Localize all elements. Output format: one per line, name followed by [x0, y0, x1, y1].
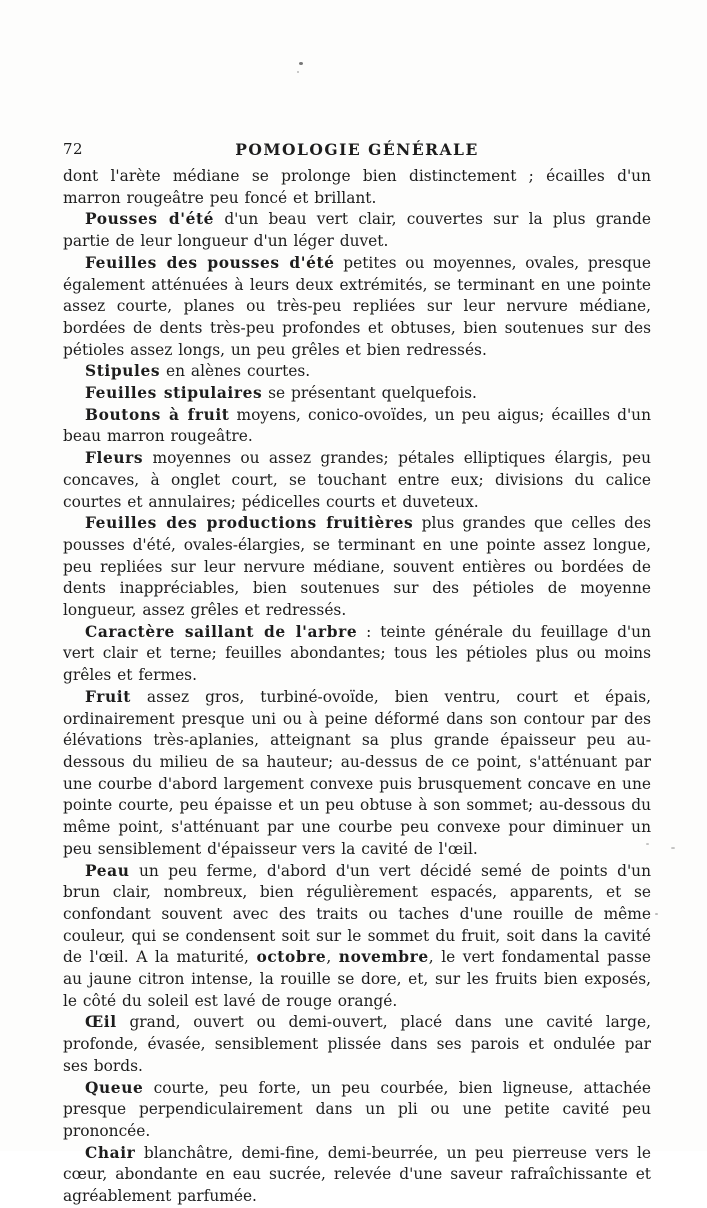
paragraph-8 — [63, 513, 651, 622]
bold-term: Caractère saillant de l'arbre — [85, 622, 358, 641]
scan-speck — [297, 71, 299, 73]
bold-term: octobre — [256, 948, 327, 967]
text-run: d'un beau vert clair, couvertes sur la plus grande partie de leur longueur d'un léger duvet. — [63, 210, 651, 251]
paragraph-14 — [63, 1143, 651, 1208]
scan-speck — [655, 913, 658, 915]
text-run: grand, ouvert ou demi-ouvert, placé dans une cavité large, profonde, évasée, sensiblement plissée dans ses parois et ondulée par ses bords. — [63, 1013, 651, 1075]
bold-term: Feuilles des pousses d'été — [85, 253, 335, 272]
text-run: assez gros, turbiné-ovoïde, bien ventru, court et épais, ordinairement presque uni ou à peine déformé dans son contour par des élévations très-aplanies, atteignant sa plus grande épaisseur peu au-dessous du milieu de sa hauteur; au-dessus de ce point, s'atténuant par une courbe d'abord largement convexe puis brusquement concave en une pointe courte, peu épaisse et un peu obtuse à son sommet; au-dessous du même point, s'atténuant par une courbe peu convexe pour diminuer un peu sensiblement d'épaisseur vers la cavité de l'œil. — [63, 687, 651, 858]
paragraph-10 — [63, 687, 651, 861]
text-run: se présentant quelquefois. — [262, 384, 477, 403]
text-run: , le vert fondamental passe au jaune citron intense, la rouille se dore, et, sur les fruits bien exposés, le côté du soleil est lavé de rouge orangé. — [63, 948, 651, 1010]
text-run: petites ou moyennes, ovales, presque également atténuées à leurs deux extrémités, se terminant en une pointe assez courte, planes ou très-peu repliées sur leur nervure médiane, bordées de dents très-peu profondes et obtuses, bien soutenues sur des pétioles assez longs, un peu grêles et bien redressés. — [63, 253, 651, 359]
bold-term: novembre — [338, 948, 429, 967]
text-run: plus grandes que celles des pousses d'été, ovales-élargies, se terminant en une pointe assez longue, peu repliées sur leur nervure médiane, souvent entières ou bordées de dents inappréciables, bien soutenues sur des pétioles de moyenne longueur, assez grêles et redressés. — [63, 514, 652, 620]
bold-term: Boutons à fruit — [85, 405, 230, 424]
paragraph-2 — [63, 209, 651, 252]
paragraph-5 — [63, 383, 651, 405]
paragraph-6 — [63, 405, 651, 448]
paragraph-13 — [63, 1078, 651, 1143]
bold-term: Fruit — [85, 687, 131, 706]
body-paragraphs — [63, 166, 651, 1208]
bold-term: Feuilles des productions fruitières — [85, 514, 414, 533]
paragraph-1 — [63, 166, 651, 209]
bold-term: Œil — [85, 1013, 117, 1032]
page-number: 72 — [63, 140, 84, 158]
paragraph-12 — [63, 1012, 651, 1077]
text-run: moyens, conico-ovoïdes, un peu aigus; écailles d'un beau marron rougeâtre. — [63, 405, 651, 446]
text-run: un peu ferme, d'abord d'un vert décidé semé de points d'un brun clair, nombreux, bien régulièrement espacés, apparents, et se confondant souvent avec des traits ou taches d'une rouille de même couleur, qui se condensent soit sur le sommet du fruit, soit dans la cavité de l'œil. A la maturité, — [63, 861, 651, 967]
scan-speck — [299, 62, 303, 65]
bold-term: Chair — [85, 1143, 136, 1162]
bold-term: Fleurs — [85, 449, 144, 468]
bold-term: Stipules — [85, 362, 161, 381]
paragraph-4 — [63, 361, 651, 383]
running-head — [63, 140, 651, 162]
scan-speck — [671, 847, 675, 849]
text-run: : teinte générale du feuillage d'un vert clair et terne; feuilles abondantes; tous les pétioles plus ou moins grêles et fermes. — [63, 622, 651, 685]
bold-term: Queue — [85, 1078, 144, 1097]
text-run: moyennes ou assez grandes; pétales elliptiques élargis, peu concaves, à onglet court, se touchant entre eux; divisions du calice courtes et annulaires; pédicelles courts et duveteux. — [63, 449, 651, 511]
running-title: POMOLOGIE GÉNÉRALE — [235, 140, 479, 159]
bold-term: Pousses d'été — [85, 210, 215, 229]
bold-term: Feuilles stipulaires — [85, 384, 263, 403]
text-run: en alènes courtes. — [160, 362, 311, 381]
text-run: blanchâtre, demi-fine, demi-beurrée, un peu pierreuse vers le cœur, abondante en eau sucrée, relevée d'une saveur rafraîchissante et agréablement parfumée. — [63, 1143, 651, 1206]
text-run: courte, peu forte, un peu courbée, bien ligneuse, attachée presque perpendiculairement dans un pli ou une petite cavité peu prononcée. — [63, 1078, 651, 1140]
paragraph-3 — [63, 253, 651, 362]
paragraph-7 — [63, 448, 651, 513]
paragraph-9 — [63, 622, 651, 687]
text-run: , — [326, 948, 339, 967]
bold-term: Peau — [85, 861, 130, 880]
paragraph-11 — [63, 861, 651, 1013]
text-run: dont l'arète médiane se prolonge bien distinctement ; écailles d'un marron rougeâtre peu foncé et brillant. — [63, 167, 651, 207]
